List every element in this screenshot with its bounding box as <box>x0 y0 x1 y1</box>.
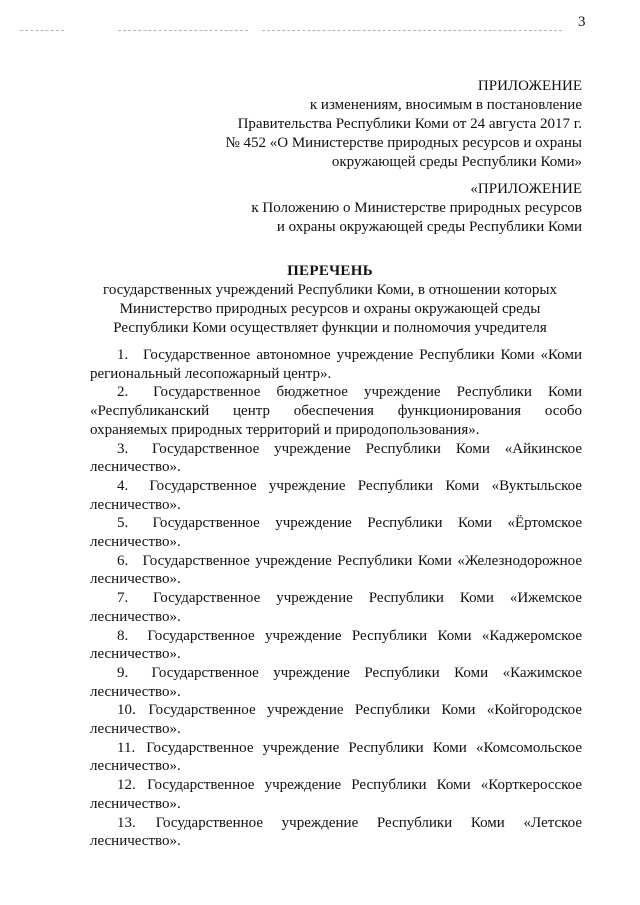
list-item-number: 8. <box>117 627 129 644</box>
list-item-number: 1. <box>117 347 129 363</box>
list-item-number: 5. <box>117 515 129 532</box>
list-item <box>90 440 582 477</box>
list-item <box>90 701 582 738</box>
list-item-number: 7. <box>117 590 129 607</box>
appendix-secondary-line: «ПРИЛОЖЕНИЕ <box>470 181 582 197</box>
list-item <box>90 346 582 383</box>
list-item-number: 2. <box>117 384 129 401</box>
list-item <box>90 552 582 589</box>
list-item <box>90 627 582 664</box>
list-item <box>90 477 582 514</box>
list-item <box>90 776 582 813</box>
list-item <box>90 739 582 776</box>
appendix-secondary-line: и охраны окружающей среды Республики Коми <box>276 219 582 235</box>
appendix-secondary <box>251 180 582 237</box>
document-title: ПЕРЕЧЕНЬ <box>287 263 373 279</box>
appendix-primary-line: № 452 «О Министерстве природных ресурсов и охраны <box>225 135 582 151</box>
appendix-primary-line: Правительства Республики Коми от 24 августа 2017 г. <box>237 116 582 132</box>
list-item-text: Государственное учреждение Республики Коми «Ижемское лесничество». <box>90 590 583 625</box>
list-item <box>90 664 582 701</box>
list-title-block <box>60 262 600 338</box>
list-item <box>90 589 582 626</box>
list-item-text: Государственное бюджетное учреждение Республики Коми «Республиканский центр обеспечения функционирования особо охраняемых природных территорий и природопользования». <box>90 384 582 438</box>
list-item-text: Государственное учреждение Республики Коми «Вуктыльское лесничество». <box>90 477 583 513</box>
list-item-number: 6. <box>117 552 129 569</box>
appendix-primary <box>225 77 582 172</box>
document-subtitle-line: Министерство природных ресурсов и охраны окружающей среды <box>119 301 541 317</box>
list-item <box>90 383 582 439</box>
appendix-primary-line: ПРИЛОЖЕНИЕ <box>477 78 582 94</box>
header-rule <box>20 30 64 31</box>
list-item-number: 9. <box>117 664 129 681</box>
header-rule <box>118 30 248 31</box>
appendix-primary-line: к изменениям, вносимым в постановление <box>309 97 582 113</box>
document-subtitle-line: государственных учреждений Республики Коми, в отношении которых <box>103 282 557 298</box>
list-item-number: 11. <box>117 739 136 756</box>
list-item <box>90 814 582 851</box>
list-item-text: Государственное учреждение Республики Коми «Айкинское лесничество». <box>90 440 583 476</box>
list-item <box>90 514 582 551</box>
list-item-text: Государственное учреждение Республики Коми «Корткеросское лесничество». <box>90 777 583 812</box>
page-number: 3 <box>578 14 586 30</box>
list-item-text: Государственное учреждение Республики Коми «Койгородское лесничество». <box>90 702 583 738</box>
list-item-number: 4. <box>117 477 129 494</box>
list-item-text: Государственное автономное учреждение Республики Коми «Коми региональный лесопожарный центр». <box>90 347 582 382</box>
appendix-secondary-line: к Положению о Министерстве природных ресурсов <box>251 200 582 216</box>
appendix-primary-line: окружающей среды Республики Коми» <box>331 154 582 170</box>
list-item-number: 3. <box>117 440 129 457</box>
list-item-text: Государственное учреждение Республики Коми «Комсомольское лесничество». <box>90 739 582 775</box>
document-subtitle-line: Республики Коми осуществляет функции и полномочия учредителя <box>113 320 547 336</box>
list-item-number: 13. <box>117 814 136 831</box>
list-item-text: Государственное учреждение Республики Коми «Кажимское лесничество». <box>90 664 583 700</box>
list-item-text: Государственное учреждение Республики Коми «Ёртомское лесничество». <box>90 515 582 551</box>
institution-list <box>90 346 582 851</box>
list-item-number: 12. <box>117 777 136 794</box>
list-item-text: Государственное учреждение Республики Коми «Каджеромское лесничество». <box>90 627 582 663</box>
list-item-number: 10. <box>117 702 136 719</box>
header-rule <box>262 30 562 31</box>
list-item-text: Государственное учреждение Республики Коми «Железнодорожное лесничество». <box>90 552 583 588</box>
list-item-text: Государственное учреждение Республики Коми «Летское лесничество». <box>90 814 583 850</box>
